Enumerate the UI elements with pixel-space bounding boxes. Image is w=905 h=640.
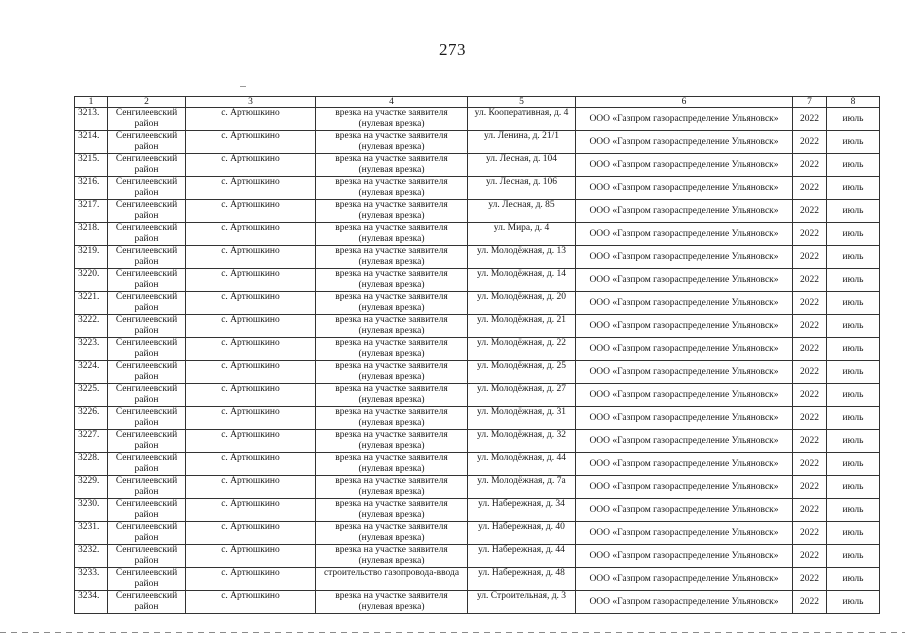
cell-num: 3233. [75, 568, 108, 591]
table-row [75, 338, 880, 361]
cell-settlement: с. Артюшкино [186, 476, 316, 499]
cell-address: ул. Молодёжная, д. 25 [468, 361, 576, 384]
page-number: 273 [439, 40, 466, 59]
cell-num: 3220. [75, 269, 108, 292]
cell-year: 2022 [793, 154, 827, 177]
column-header-district: 2 [108, 97, 186, 108]
cell-settlement: с. Артюшкино [186, 591, 316, 614]
cell-work-type: врезка на участке заявителя (нулевая врезка) [316, 292, 468, 315]
cell-year: 2022 [793, 522, 827, 545]
cell-work-type: врезка на участке заявителя (нулевая врезка) [316, 223, 468, 246]
cell-district: Сенгилеевский район [108, 292, 186, 315]
cell-organization: ООО «Газпром газораспределение Ульяновск» [576, 338, 793, 361]
cell-work-type: врезка на участке заявителя (нулевая врезка) [316, 430, 468, 453]
cell-num: 3228. [75, 453, 108, 476]
column-header-month: 8 [827, 97, 880, 108]
cell-district: Сенгилеевский район [108, 361, 186, 384]
cell-month: июль [827, 407, 880, 430]
cell-district: Сенгилеевский район [108, 453, 186, 476]
table-row [75, 499, 880, 522]
cell-address: ул. Ленина, д. 21/1 [468, 131, 576, 154]
table-row [75, 177, 880, 200]
cell-num: 3219. [75, 246, 108, 269]
cell-address: ул. Молодёжная, д. 31 [468, 407, 576, 430]
cell-address: ул. Молодёжная, д. 21 [468, 315, 576, 338]
cell-organization: ООО «Газпром газораспределение Ульяновск» [576, 545, 793, 568]
cell-year: 2022 [793, 200, 827, 223]
cell-district: Сенгилеевский район [108, 108, 186, 131]
cell-address: ул. Кооперативная, д. 4 [468, 108, 576, 131]
cell-num: 3230. [75, 499, 108, 522]
table-row [75, 269, 880, 292]
cell-settlement: с. Артюшкино [186, 200, 316, 223]
cell-organization: ООО «Газпром газораспределение Ульяновск» [576, 223, 793, 246]
cell-num: 3232. [75, 545, 108, 568]
cell-organization: ООО «Газпром газораспределение Ульяновск» [576, 177, 793, 200]
cell-settlement: с. Артюшкино [186, 177, 316, 200]
cell-num: 3227. [75, 430, 108, 453]
cell-district: Сенгилеевский район [108, 154, 186, 177]
cell-work-type: врезка на участке заявителя (нулевая врезка) [316, 131, 468, 154]
table-row [75, 453, 880, 476]
column-header-address: 5 [468, 97, 576, 108]
cell-num: 3222. [75, 315, 108, 338]
cell-organization: ООО «Газпром газораспределение Ульяновск» [576, 384, 793, 407]
cell-month: июль [827, 292, 880, 315]
table-row [75, 154, 880, 177]
cell-address: ул. Строительная, д. 3 [468, 591, 576, 614]
cell-year: 2022 [793, 108, 827, 131]
cell-month: июль [827, 568, 880, 591]
cell-year: 2022 [793, 568, 827, 591]
cell-settlement: с. Артюшкино [186, 154, 316, 177]
cell-year: 2022 [793, 499, 827, 522]
cell-year: 2022 [793, 453, 827, 476]
cell-address: ул. Молодёжная, д. 27 [468, 384, 576, 407]
cell-organization: ООО «Газпром газораспределение Ульяновск» [576, 108, 793, 131]
cell-month: июль [827, 131, 880, 154]
cell-month: июль [827, 269, 880, 292]
cell-settlement: с. Артюшкино [186, 522, 316, 545]
cell-district: Сенгилеевский район [108, 131, 186, 154]
cell-num: 3223. [75, 338, 108, 361]
cell-year: 2022 [793, 246, 827, 269]
cell-address: ул. Молодёжная, д. 22 [468, 338, 576, 361]
cell-settlement: с. Артюшкино [186, 292, 316, 315]
cell-district: Сенгилеевский район [108, 430, 186, 453]
cell-district: Сенгилеевский район [108, 499, 186, 522]
cell-num: 3217. [75, 200, 108, 223]
cell-address: ул. Лесная, д. 106 [468, 177, 576, 200]
cell-month: июль [827, 246, 880, 269]
scan-bottom-edge [0, 632, 905, 633]
cell-num: 3221. [75, 292, 108, 315]
cell-num: 3216. [75, 177, 108, 200]
cell-settlement: с. Артюшкино [186, 246, 316, 269]
cell-work-type: врезка на участке заявителя (нулевая врезка) [316, 269, 468, 292]
table-row [75, 361, 880, 384]
cell-year: 2022 [793, 315, 827, 338]
column-header-work-type: 4 [316, 97, 468, 108]
cell-address: ул. Молодёжная, д. 13 [468, 246, 576, 269]
cell-work-type: врезка на участке заявителя (нулевая врезка) [316, 453, 468, 476]
cell-settlement: с. Артюшкино [186, 131, 316, 154]
cell-address: ул. Лесная, д. 104 [468, 154, 576, 177]
table-row [75, 568, 880, 591]
cell-month: июль [827, 545, 880, 568]
table-row [75, 315, 880, 338]
cell-settlement: с. Артюшкино [186, 407, 316, 430]
cell-year: 2022 [793, 177, 827, 200]
cell-organization: ООО «Газпром газораспределение Ульяновск» [576, 315, 793, 338]
cell-address: ул. Мира, д. 4 [468, 223, 576, 246]
cell-organization: ООО «Газпром газораспределение Ульяновск» [576, 131, 793, 154]
cell-address: ул. Набережная, д. 44 [468, 545, 576, 568]
table-row [75, 476, 880, 499]
cell-num: 3234. [75, 591, 108, 614]
cell-district: Сенгилеевский район [108, 315, 186, 338]
cell-organization: ООО «Газпром газораспределение Ульяновск» [576, 453, 793, 476]
cell-year: 2022 [793, 407, 827, 430]
cell-work-type: строительство газопровода-ввода [316, 568, 468, 591]
cell-district: Сенгилеевский район [108, 246, 186, 269]
cell-district: Сенгилеевский район [108, 591, 186, 614]
cell-organization: ООО «Газпром газораспределение Ульяновск» [576, 591, 793, 614]
cell-organization: ООО «Газпром газораспределение Ульяновск» [576, 200, 793, 223]
cell-num: 3231. [75, 522, 108, 545]
cell-year: 2022 [793, 223, 827, 246]
cell-district: Сенгилеевский район [108, 384, 186, 407]
cell-settlement: с. Артюшкино [186, 223, 316, 246]
cell-address: ул. Набережная, д. 48 [468, 568, 576, 591]
cell-year: 2022 [793, 545, 827, 568]
cell-settlement: с. Артюшкино [186, 269, 316, 292]
cell-year: 2022 [793, 591, 827, 614]
cell-address: ул. Молодёжная, д. 14 [468, 269, 576, 292]
cell-organization: ООО «Газпром газораспределение Ульяновск» [576, 430, 793, 453]
cell-settlement: с. Артюшкино [186, 315, 316, 338]
table-row [75, 246, 880, 269]
cell-work-type: врезка на участке заявителя (нулевая врезка) [316, 154, 468, 177]
cell-district: Сенгилеевский район [108, 200, 186, 223]
cell-month: июль [827, 430, 880, 453]
column-header-settlement: 3 [186, 97, 316, 108]
cell-address: ул. Молодёжная, д. 7а [468, 476, 576, 499]
table-body [75, 108, 880, 614]
cell-year: 2022 [793, 292, 827, 315]
cell-work-type: врезка на участке заявителя (нулевая врезка) [316, 407, 468, 430]
table-row [75, 131, 880, 154]
cell-work-type: врезка на участке заявителя (нулевая врезка) [316, 361, 468, 384]
cell-organization: ООО «Газпром газораспределение Ульяновск» [576, 269, 793, 292]
cell-year: 2022 [793, 131, 827, 154]
cell-num: 3224. [75, 361, 108, 384]
cell-address: ул. Молодёжная, д. 32 [468, 430, 576, 453]
cell-work-type: врезка на участке заявителя (нулевая врезка) [316, 338, 468, 361]
cell-organization: ООО «Газпром газораспределение Ульяновск» [576, 292, 793, 315]
cell-district: Сенгилеевский район [108, 177, 186, 200]
cell-organization: ООО «Газпром газораспределение Ульяновск» [576, 361, 793, 384]
cell-work-type: врезка на участке заявителя (нулевая врезка) [316, 315, 468, 338]
cell-address: ул. Набережная, д. 34 [468, 499, 576, 522]
cell-district: Сенгилеевский район [108, 568, 186, 591]
cell-settlement: с. Артюшкино [186, 499, 316, 522]
cell-month: июль [827, 154, 880, 177]
cell-year: 2022 [793, 430, 827, 453]
cell-address: ул. Набережная, д. 40 [468, 522, 576, 545]
column-header-year: 7 [793, 97, 827, 108]
cell-num: 3229. [75, 476, 108, 499]
cell-month: июль [827, 522, 880, 545]
cell-organization: ООО «Газпром газораспределение Ульяновск» [576, 246, 793, 269]
cell-settlement: с. Артюшкино [186, 568, 316, 591]
cell-month: июль [827, 200, 880, 223]
cell-month: июль [827, 453, 880, 476]
cell-num: 3214. [75, 131, 108, 154]
table-row [75, 591, 880, 614]
cell-organization: ООО «Газпром газораспределение Ульяновск» [576, 568, 793, 591]
cell-work-type: врезка на участке заявителя (нулевая врезка) [316, 499, 468, 522]
cell-num: 3215. [75, 154, 108, 177]
cell-num: 3213. [75, 108, 108, 131]
cell-address: ул. Молодёжная, д. 20 [468, 292, 576, 315]
table-row [75, 430, 880, 453]
cell-district: Сенгилеевский район [108, 476, 186, 499]
cell-num: 3226. [75, 407, 108, 430]
cell-work-type: врезка на участке заявителя (нулевая врезка) [316, 384, 468, 407]
cell-settlement: с. Артюшкино [186, 361, 316, 384]
cell-organization: ООО «Газпром газораспределение Ульяновск» [576, 499, 793, 522]
cell-month: июль [827, 591, 880, 614]
cell-district: Сенгилеевский район [108, 223, 186, 246]
cell-work-type: врезка на участке заявителя (нулевая врезка) [316, 545, 468, 568]
cell-district: Сенгилеевский район [108, 522, 186, 545]
column-header-organization: 6 [576, 97, 793, 108]
cell-work-type: врезка на участке заявителя (нулевая врезка) [316, 246, 468, 269]
table-row [75, 522, 880, 545]
cell-work-type: врезка на участке заявителя (нулевая врезка) [316, 522, 468, 545]
cell-organization: ООО «Газпром газораспределение Ульяновск» [576, 522, 793, 545]
table-row [75, 384, 880, 407]
cell-settlement: с. Артюшкино [186, 384, 316, 407]
cell-work-type: врезка на участке заявителя (нулевая врезка) [316, 177, 468, 200]
cell-district: Сенгилеевский район [108, 407, 186, 430]
cell-organization: ООО «Газпром газораспределение Ульяновск» [576, 407, 793, 430]
cell-year: 2022 [793, 269, 827, 292]
cell-organization: ООО «Газпром газораспределение Ульяновск» [576, 476, 793, 499]
cell-work-type: врезка на участке заявителя (нулевая врезка) [316, 476, 468, 499]
cell-address: ул. Лесная, д. 85 [468, 200, 576, 223]
cell-organization: ООО «Газпром газораспределение Ульяновск» [576, 154, 793, 177]
cell-address: ул. Молодёжная, д. 44 [468, 453, 576, 476]
table-row [75, 108, 880, 131]
cell-district: Сенгилеевский район [108, 338, 186, 361]
cell-year: 2022 [793, 361, 827, 384]
cell-district: Сенгилеевский район [108, 269, 186, 292]
cell-settlement: с. Артюшкино [186, 453, 316, 476]
cell-month: июль [827, 315, 880, 338]
cell-month: июль [827, 361, 880, 384]
table-row [75, 545, 880, 568]
cell-month: июль [827, 108, 880, 131]
table-row [75, 292, 880, 315]
cell-month: июль [827, 338, 880, 361]
cell-year: 2022 [793, 476, 827, 499]
cell-district: Сенгилеевский район [108, 545, 186, 568]
register-table [74, 96, 880, 614]
cell-settlement: с. Артюшкино [186, 108, 316, 131]
cell-year: 2022 [793, 384, 827, 407]
cell-settlement: с. Артюшкино [186, 430, 316, 453]
cell-month: июль [827, 223, 880, 246]
cell-num: 3225. [75, 384, 108, 407]
cell-settlement: с. Артюшкино [186, 338, 316, 361]
cell-year: 2022 [793, 338, 827, 361]
cell-month: июль [827, 177, 880, 200]
table-row [75, 200, 880, 223]
cell-month: июль [827, 384, 880, 407]
cell-work-type: врезка на участке заявителя (нулевая врезка) [316, 108, 468, 131]
table-header [75, 97, 880, 108]
header-row [75, 97, 880, 108]
table-row [75, 223, 880, 246]
cell-month: июль [827, 499, 880, 522]
cell-num: 3218. [75, 223, 108, 246]
cell-settlement: с. Артюшкино [186, 545, 316, 568]
cell-work-type: врезка на участке заявителя (нулевая врезка) [316, 591, 468, 614]
table-row [75, 407, 880, 430]
cell-work-type: врезка на участке заявителя (нулевая врезка) [316, 200, 468, 223]
scan-mark [240, 86, 246, 87]
cell-month: июль [827, 476, 880, 499]
column-header-num: 1 [75, 97, 108, 108]
